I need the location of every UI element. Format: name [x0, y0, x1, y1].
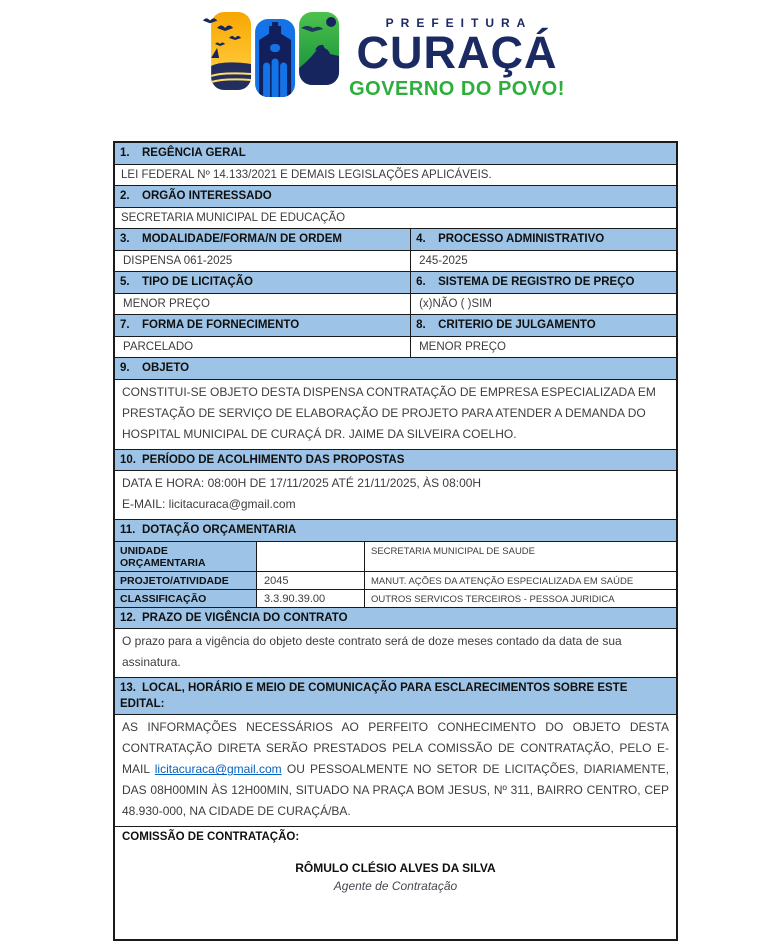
- section-4-header: [410, 229, 676, 250]
- section-5-content: MENOR PREÇO: [123, 297, 210, 310]
- section-title: REGÊNCIA GERAL: [142, 147, 246, 159]
- proposal-period-email: E-MAIL: licitacuraca@gmail.com: [122, 497, 296, 512]
- section-number: 11.: [120, 524, 136, 537]
- commission-title: COMISSÃO DE CONTRATAÇÃO:: [122, 831, 300, 844]
- logo-artwork-icon: [203, 6, 343, 102]
- section-1-content: LEI FEDERAL Nº 14.133/2021 E DEMAIS LEGISLAÇÕES APLICÁVEIS.: [115, 165, 676, 187]
- budget-code: 3.3.90.39.00: [256, 590, 364, 607]
- budget-description: MANUT. AÇÕES DA ATENÇÃO ESPECIALIZADA EM SAÚDE: [364, 572, 676, 589]
- section-number: 13.: [120, 682, 136, 695]
- agent-role: Agente de Contratação: [333, 879, 458, 894]
- section-number: 7.: [120, 319, 130, 332]
- section-7-content: PARCELADO: [123, 340, 194, 353]
- section-title: PROCESSO ADMINISTRATIVO: [438, 233, 605, 246]
- section-3-header: [115, 229, 410, 250]
- section-3-content: DISPENSA 061-2025: [123, 254, 233, 267]
- section-title: CRITERIO DE JULGAMENTO: [438, 319, 596, 332]
- section-number: 10.: [120, 453, 136, 466]
- section-12-content: O prazo para a vigência do objeto deste contrato será de doze meses contado da data de sua assinatura.: [115, 629, 676, 678]
- section-title: MODALIDADE/FORMA/N DE ORDEM: [142, 233, 342, 246]
- procurement-summary-table: [113, 141, 678, 941]
- section-2-header: [115, 186, 676, 208]
- section-8-content: MENOR PREÇO: [410, 337, 676, 358]
- signature-block: [115, 845, 676, 939]
- section-number: 1.: [120, 147, 130, 159]
- section-2-content: SECRETARIA MUNICIPAL DE EDUCAÇÃO: [115, 208, 676, 230]
- logo-slogan: GOVERNO DO POVO!: [349, 77, 565, 100]
- section-13-header: [115, 678, 676, 715]
- budget-label: UNIDADE ORÇAMENTARIA: [115, 542, 256, 571]
- section-number: 6.: [416, 276, 426, 289]
- section-number: 4.: [416, 233, 426, 246]
- budget-label: CLASSIFICAÇÃO: [115, 590, 256, 607]
- section-4-content: 245-2025: [410, 251, 676, 272]
- section-number: 9.: [120, 362, 130, 375]
- budget-row-unit: [115, 542, 676, 572]
- email-link[interactable]: licitacuraca@gmail.com: [154, 762, 282, 777]
- section-title: PRAZO DE VIGÊNCIA DO CONTRATO: [142, 611, 348, 624]
- contact-info-text: OU PESSOALMENTE NO SETOR DE LICITAÇÕES, DIARIAMENTE, DAS 08H00MIN ÀS 12H00MIN, SITUADO NA PRAÇA BOM JESUS, Nº 311, BAIRRO CENTRO, CEP 48.930-000, NA CIDADE DE CURAÇÁ/BA.: [122, 762, 669, 819]
- section-12-header: [115, 608, 676, 630]
- budget-label: PROJETO/ATIVIDADE: [115, 572, 256, 589]
- budget-code: [256, 542, 364, 571]
- section-number: 8.: [416, 319, 426, 332]
- budget-description: SECRETARIA MUNICIPAL DE SAUDE: [364, 542, 676, 571]
- logo-text: [349, 6, 565, 101]
- logo-prefeitura-label: PREFEITURA: [385, 16, 533, 30]
- section-1-header: [115, 143, 676, 165]
- section-13-content: [115, 715, 676, 827]
- section-title: DOTAÇÃO ORÇAMENTARIA: [142, 524, 297, 537]
- budget-row-classification: [115, 590, 676, 607]
- section-number: 2.: [120, 190, 130, 203]
- budget-row-project: [115, 572, 676, 590]
- section-title: PERÍODO DE ACOLHIMENTO DAS PROPOSTAS: [142, 453, 405, 466]
- commission-block: [115, 827, 676, 939]
- section-number: 3.: [120, 233, 130, 246]
- section-10-content: [115, 471, 676, 520]
- section-5-header: [115, 272, 410, 293]
- section-title: FORMA DE FORNECIMENTO: [142, 319, 300, 332]
- section-7-header: [115, 315, 410, 336]
- section-9-content: CONSTITUI-SE OBJETO DESTA DISPENSA CONTRATAÇÃO DE EMPRESA ESPECIALIZADA EM PRESTAÇÃO DE SERVIÇO DE ELABORAÇÃO DE PROJETO PARA ATENDER A DEMANDA DO HOSPITAL MUNICIPAL DE CURAÇÁ DR. JAIME DA SILVEIRA COELHO.: [115, 380, 676, 450]
- city-hall-logo: [203, 6, 565, 102]
- budget-code: 2045: [256, 572, 364, 589]
- section-9-header: [115, 358, 676, 380]
- section-10-header: [115, 450, 676, 472]
- section-title: TIPO DE LICITAÇÃO: [142, 276, 253, 289]
- budget-subtable: [115, 542, 676, 608]
- budget-description: OUTROS SERVICOS TERCEIROS - PESSOA JURIDICA: [364, 590, 676, 607]
- contact-info-text: AS INFORMAÇÕES NECESSÁRIOS AO PERFEITO CONHECIMENTO DO OBJETO DESTA CONTRATAÇÃO DIRETA SERÃO PRESTADOS PELA COMISSÃO DE CONTRATAÇÃO, PELO E-MAIL: [122, 720, 669, 777]
- section-title: SISTEMA DE REGISTRO DE PREÇO: [438, 276, 635, 289]
- section-number: 5.: [120, 276, 130, 289]
- agent-name: RÔMULO CLÉSIO ALVES DA SILVA: [295, 861, 496, 876]
- logo-city-name: CURAÇÁ: [356, 27, 558, 78]
- proposal-period-datetime: DATA E HORA: 08:00H DE 17/11/2025 ATÉ 21/11/2025, ÀS 08:00H: [122, 476, 482, 491]
- section-8-header: [410, 315, 676, 336]
- section-number: 12.: [120, 611, 136, 624]
- section-title: LOCAL, HORÁRIO E MEIO DE COMUNICAÇÃO PARA ESCLARECIMENTOS SOBRE ESTE EDITAL:: [120, 682, 628, 710]
- section-6-header: [410, 272, 676, 293]
- section-title: ORGÃO INTERESSADO: [142, 190, 272, 203]
- section-6-content: (x)NÃO ( )SIM: [410, 294, 676, 315]
- section-title: OBJETO: [142, 362, 190, 375]
- section-11-header: [115, 520, 676, 542]
